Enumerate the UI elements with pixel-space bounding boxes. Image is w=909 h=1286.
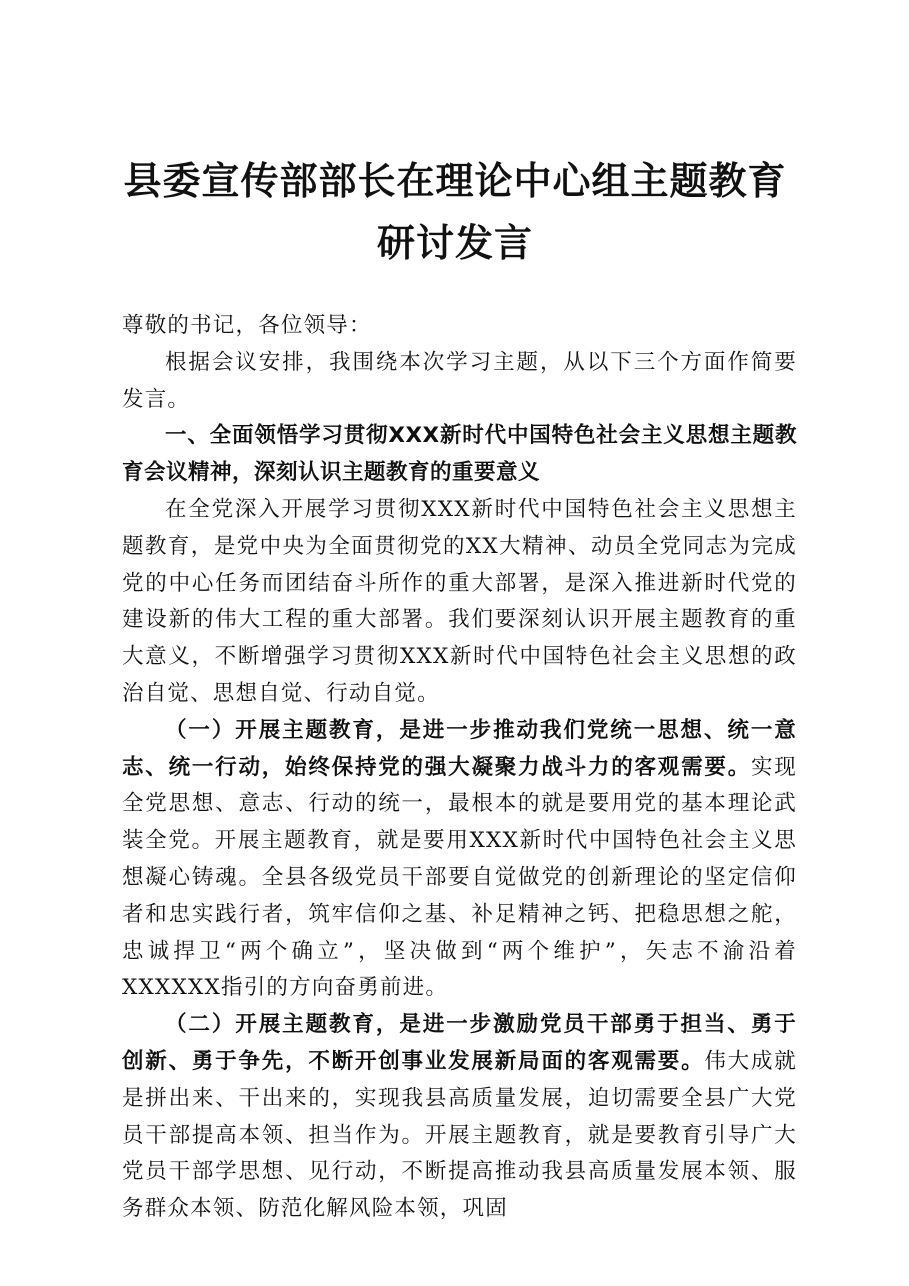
section-1-heading: 一、全面领悟学习贯彻XXX新时代中国特色社会主义思想主题教育会议精神，深刻认识主题教育的重要意义 (122, 423, 797, 486)
intro-paragraph: 根据会议安排，我围绕本次学习主题，从以下三个方面作简要发言。 (122, 349, 797, 412)
section-1-paragraph: 在全党深入开展学习贯彻XXX新时代中国特色社会主义思想主题教育，是党中央为全面贯彻党的XX大精神、动员全党同志为完成党的中心任务而团结奋斗所作的重大部署，是深入推进新时代党的建设新的伟大工程的重大部署。我们要深刻认识开展主题教育的重大意义，不断增强学习贯彻XXX新时代中国特色社会主义思想的政治自觉、思想自觉、行动自觉。 (122, 496, 797, 706)
point-2-body: 伟大成就是拼出来、干出来的，实现我县高质量发展，迫切需要全县广大党员干部提高本领、担当作为。开展主题教育，就是要教育引导广大党员干部学思想、见行动，不断提高推动我县高质量发展本领、服务群众本领、防范化解风险本领，巩固 (122, 1048, 797, 1222)
document-body (122, 308, 797, 1228)
point-1-paragraph (122, 713, 797, 1007)
document-title: 县委宣传部部长在理论中心组主题教育研讨发言 (123, 158, 787, 265)
point-1-body: 实现全党思想、意志、行动的统一，最根本的就是要用党的基本理论武装全党。开展主题教育，就是要用XXX新时代中国特色社会主义思想凝心铸魂。全县各级党员干部要自觉做党的创新理论的坚定信仰者和忠实践行者，筑牢信仰之基、补足精神之钙、把稳思想之舵，忠诚捍卫“两个确立”，坚决做到“两个维护”，矢志不渝沿着XXXXXX指引的方向奋勇前进。 (122, 754, 797, 1001)
point-1-lead: （一）开展主题教育，是进一步推动我们党统一思想、统一意志、统一行动，始终保持党的强大凝聚力战斗力的客观需要。 (122, 717, 797, 780)
salutation: 尊敬的书记，各位领导： (122, 313, 372, 338)
point-2-paragraph (122, 1007, 797, 1228)
point-2-lead: （二）开展主题教育，是进一步激励党员干部勇于担当、勇于创新、勇于争先，不断开创事业发展新局面的客观需要。 (122, 1012, 797, 1074)
